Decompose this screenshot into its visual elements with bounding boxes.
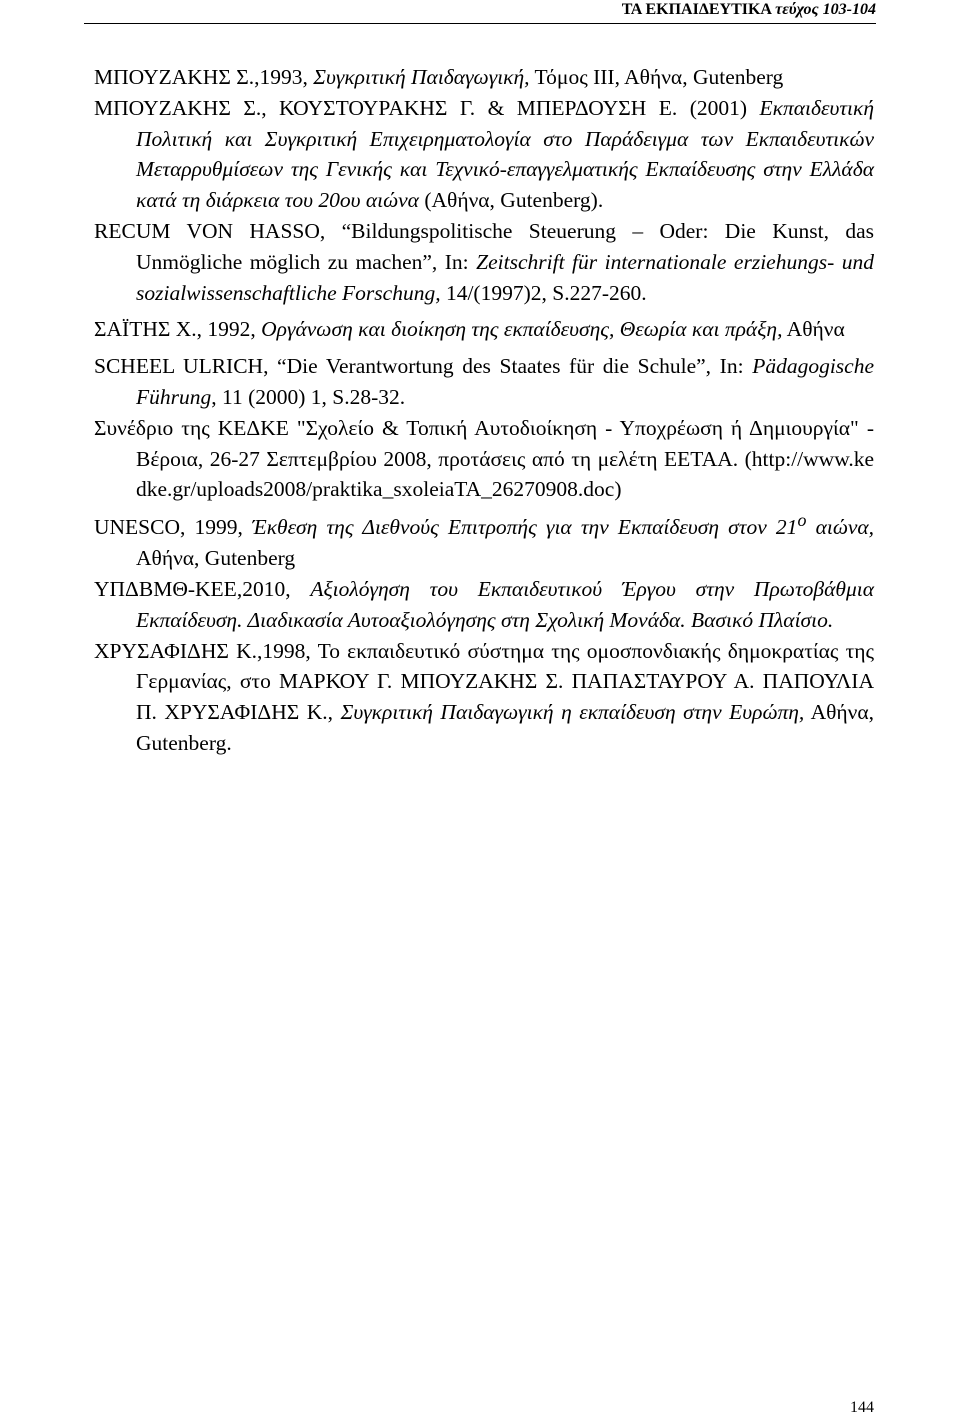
reference-url: (http://www.kedke.gr/uploads2008/praktika_sxoleiaTA_26270908.doc) [136, 446, 874, 502]
reference-author: ΜΠΟΥΖΑΚΗΣ Σ.,1993, [94, 65, 308, 89]
reference-title: Οργάνωση και διοίκηση της εκπαίδευσης, Θεωρία και πράξη, [261, 317, 783, 342]
header-divider [84, 23, 876, 24]
reference-item [94, 93, 874, 216]
reference-item [94, 505, 874, 574]
reference-details: 14/(1997)2, S.227-260. [445, 280, 647, 305]
journal-title: ΤΑ ΕΚΠΑΙΔΕΥΤΙΚΑ [621, 1, 772, 18]
reference-author: ΧΡΥΣΑΦΙΔΗΣ Κ.,1998, Το εκπαιδευτικό σύστημα της ομοσπονδιακής δημοκρατίας της Γερμανίας, στο ΜΑΡΚΟΥ Γ. ΜΠΟΥΖΑΚΗΣ Σ. ΠΑΠΑΣΤΑΥΡΟΥ Α. ΠΑΠΟΥΛΙΑ Π. ΧΡΥΣΑΦΙΔΗΣ Κ., [94, 638, 874, 725]
bibliography-list [94, 62, 874, 759]
reference-item [94, 413, 874, 505]
reference-title: Συγκριτική Παιδαγωγική η εκπαίδευση στην Ευρώπη, [340, 700, 805, 725]
reference-text: Συνέδριο της ΚΕΔΚΕ "Σχολείο & Τοπική Αυτοδιοίκηση - Υποχρέωση ή Δημιουργία" - Βέροια, 26-27 Σεπτεμβρίου 2008, προτάσεις από τη μελέτη ΕΕΤΑΑ. [94, 415, 874, 471]
reference-details: Αθήνα [786, 317, 845, 342]
reference-item [94, 574, 874, 636]
reference-details: (Αθήνα, Gutenberg). [424, 188, 604, 213]
reference-item [94, 62, 874, 93]
page-number: 144 [850, 1399, 874, 1416]
reference-details: Αθήνα, Gutenberg. [136, 700, 875, 755]
reference-title: Εκπαιδευτική Πολιτική και Συγκριτική Επιχειρηματολογία στο Παράδειγμα των Εκπαιδευτικών Μεταρρυθμίσεων της Γενικής και Τεχνικό-επαγγελματικής Εκπαίδευσης στην Ελλάδα κατά τη διάρκεια του 20ου αιώνα [136, 95, 874, 213]
reference-title: Pädagogische Führung [136, 354, 874, 409]
running-header [622, 0, 876, 20]
reference-title: Έκθεση της Διεθνούς Επιτροπής για την Εκπαίδευση στον 21 [252, 515, 798, 540]
reference-title-end: αιώνα, [815, 515, 875, 540]
reference-author: RECUM VON HASSO, “Bildungspolitische Steuerung – Oder: Die Kunst, das Unmögliche möglich zu machen”, In: [94, 218, 874, 274]
reference-title: Zeitschrift für internationale erziehungs- und sozialwissenschaftliche Forschung, [136, 249, 874, 305]
reference-author: ΜΠΟΥΖΑΚΗΣ Σ., ΚΟΥΣΤΟΥΡΑΚΗΣ Γ. & ΜΠΕΡΔΟΥΣΗ Ε. (2001) [94, 95, 748, 120]
issue-number: τεύχος 103-104 [775, 1, 876, 18]
reference-author: UNESCO, 1999, [94, 515, 243, 540]
reference-superscript: ο [797, 510, 807, 531]
reference-author: ΣΑΪΤΗΣ Χ., 1992, [94, 317, 256, 342]
reference-author: ΥΠΔΒΜΘ-ΚΕΕ,2010, [94, 576, 291, 601]
reference-details: , 11 (2000) 1, S.28-32. [211, 384, 406, 409]
reference-item [94, 351, 874, 413]
reference-item [94, 216, 874, 308]
reference-details: Τόμος ΙΙΙ, Αθήνα, Gutenberg [534, 65, 784, 89]
reference-details: Αθήνα, Gutenberg [136, 546, 296, 571]
reference-item [94, 314, 874, 345]
reference-title: Συγκριτική Παιδαγωγική, [313, 65, 530, 89]
reference-author: SCHEEL ULRICH, “Die Verantwortung des Staates für die Schule”, In: [94, 354, 744, 379]
reference-title: Αξιολόγηση του Εκπαιδευτικού Έργου στην Πρωτοβάθμια Εκπαίδευση. Διαδικασία Αυτοαξιολόγησης στη Σχολική Μονάδα. Βασικό Πλαίσιο. [136, 576, 874, 632]
reference-item [94, 636, 874, 759]
